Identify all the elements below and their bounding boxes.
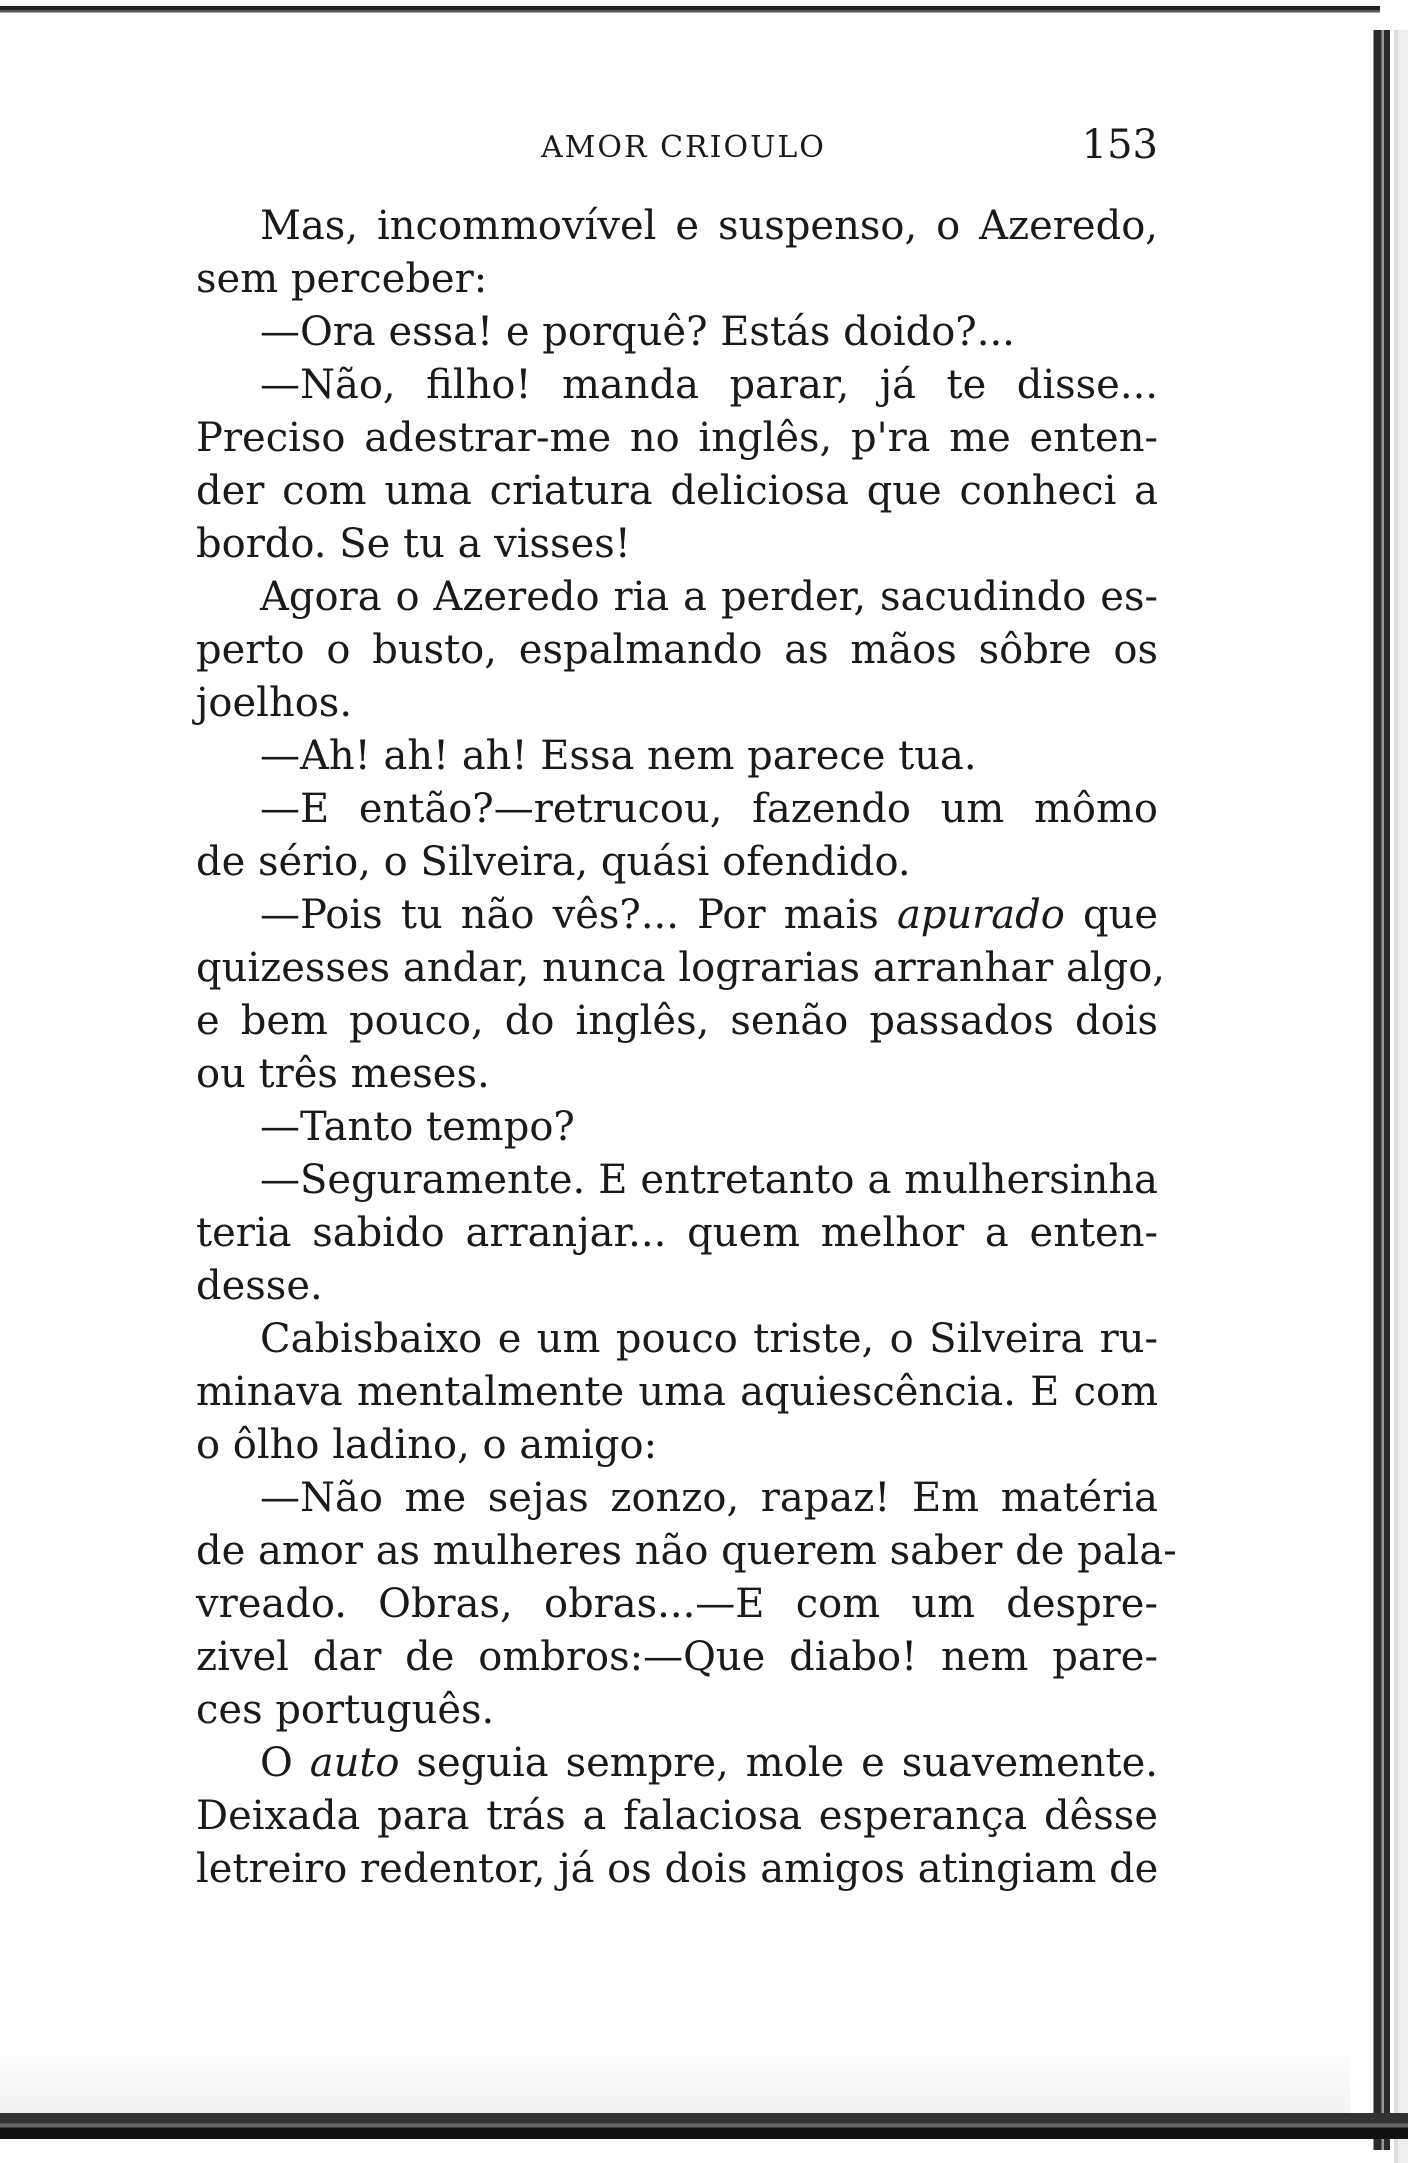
text-line	[196, 889, 1158, 942]
text-line	[196, 1366, 1158, 1419]
text-line-content: Agora o Azeredo ria a perder, sacudindo es-	[260, 574, 1158, 620]
text-line-content: sem perceber:	[196, 256, 488, 302]
page-header	[196, 118, 1158, 178]
text-line-content: Cabisbaixo e um pouco triste, o Silveira ru-	[260, 1316, 1158, 1362]
text-line-content: letreiro redentor, já os dois amigos atingiam de	[196, 1846, 1159, 1892]
text-line-content: zivel dar de ombros:—Que diabo! nem pare-	[196, 1634, 1158, 1680]
text-line-content: —Ah! ah! ah! Essa nem parece tua.	[260, 733, 977, 779]
text-line	[196, 995, 1158, 1048]
text-line-content: —Seguramente. E entretanto a mulhersinha	[260, 1157, 1158, 1203]
text-line	[196, 677, 1158, 730]
text-line	[196, 359, 1158, 412]
text-line	[196, 1525, 1177, 1578]
text-line-continuation: seguia sempre, mole e suavemente.	[399, 1740, 1158, 1786]
text-line-content: ces português.	[196, 1687, 495, 1733]
text-line-content: de amor as mulheres não querem saber de pala-	[196, 1528, 1177, 1574]
scan-shadow	[0, 2043, 1350, 2113]
text-line-content: —Tanto tempo?	[260, 1104, 575, 1150]
text-line	[196, 624, 1158, 677]
text-line	[196, 1684, 1158, 1737]
text-line-content: o ôlho ladino, o amigo:	[196, 1422, 658, 1468]
text-line	[196, 200, 1158, 253]
scan-edge-right	[1370, 30, 1390, 2150]
text-line-content: —Pois tu não vês?... Por mais	[260, 892, 897, 938]
text-line-content: bordo. Se tu a visses!	[196, 521, 631, 567]
text-line-content: —Não me sejas zonzo, rapaz! Em matéria	[260, 1475, 1158, 1521]
text-line	[196, 783, 1158, 836]
text-line	[196, 1048, 1158, 1101]
text-line	[196, 1313, 1158, 1366]
text-line-content: perto o busto, espalmando as mãos sôbre os	[196, 627, 1158, 673]
text-line-continuation: que	[1064, 892, 1158, 938]
text-line	[196, 1101, 1158, 1154]
text-line-content: ou três meses.	[196, 1051, 490, 1097]
body-text	[196, 200, 1177, 1896]
text-line	[196, 730, 1158, 783]
page-number: 153	[1081, 122, 1158, 168]
text-line-content: de sério, o Silveira, quási ofendido.	[196, 839, 911, 885]
text-line	[196, 571, 1158, 624]
text-line-content: —E então?—retrucou, fazendo um mômo	[260, 786, 1158, 832]
text-line-content: quizesses andar, nunca lograrias arranhar algo,	[196, 945, 1165, 991]
scan-edge-top	[0, 6, 1380, 18]
text-line-content: minava mentalmente uma aquiescência. E com	[196, 1369, 1158, 1415]
text-line-content: der com uma criatura deliciosa que conheci a	[196, 468, 1158, 514]
text-line-content: joelhos.	[196, 680, 353, 726]
text-line	[196, 1578, 1158, 1631]
running-title: AMOR CRIOULO	[541, 130, 826, 165]
text-line	[196, 942, 1165, 995]
italic-word: apurado	[896, 892, 1065, 938]
text-line	[196, 1737, 1158, 1790]
text-line-content: —Não, filho! manda parar, já te disse...	[260, 362, 1158, 408]
text-line-content: teria sabido arranjar... quem melhor a enten-	[196, 1210, 1158, 1256]
text-line-content: vreado. Obras, obras...—E com um despre-	[196, 1581, 1158, 1627]
text-line	[196, 1843, 1158, 1896]
text-line	[196, 465, 1158, 518]
text-line-content: Preciso adestrar-me no inglês, p'ra me enten-	[196, 415, 1158, 461]
scan-edge-right-outer	[1394, 30, 1408, 2163]
text-line-content: desse.	[196, 1263, 323, 1309]
text-line	[196, 836, 1158, 889]
text-line	[196, 1154, 1158, 1207]
text-line	[196, 1260, 1158, 1313]
text-line	[196, 1207, 1158, 1260]
text-line-content: Deixada para trás a falaciosa esperança dêsse	[196, 1793, 1158, 1839]
text-line	[196, 518, 1158, 571]
text-line	[196, 412, 1158, 465]
text-line	[196, 1790, 1158, 1843]
scan-edge-bottom	[0, 2113, 1408, 2139]
text-line	[196, 306, 1158, 359]
text-line-content: —Ora essa! e porquê? Estás doido?...	[260, 309, 1015, 355]
text-line-content: e bem pouco, do inglês, senão passados dois	[196, 998, 1158, 1044]
text-line	[196, 1472, 1158, 1525]
italic-word: auto	[309, 1740, 400, 1786]
text-line	[196, 1631, 1158, 1684]
text-line-content: Mas, incommovível e suspenso, o Azeredo,	[260, 203, 1158, 249]
text-line-content: O	[260, 1740, 310, 1786]
text-line	[196, 253, 1158, 306]
text-line	[196, 1419, 1158, 1472]
